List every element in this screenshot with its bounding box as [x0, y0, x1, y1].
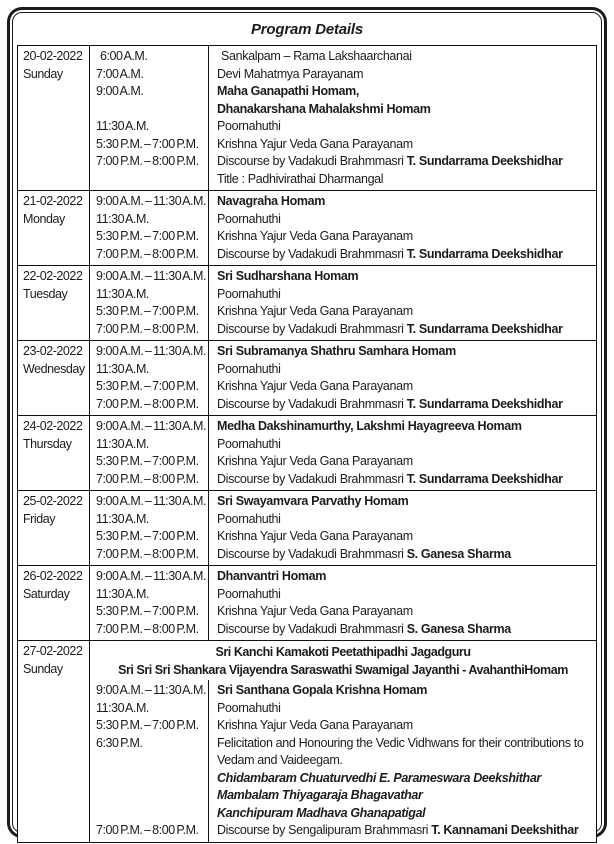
description-column [209, 341, 596, 415]
program-schedule-table [17, 45, 597, 843]
description-text: Krishna Yajur Veda Gana Parayanam [217, 454, 413, 468]
description-text-regular: Discourse by Vadakudi Brahmmasri [217, 246, 407, 261]
time-text: 5:30 P.M. – 7:00 P.M. [96, 229, 199, 243]
description-text: Mambalam Thiyagaraja Bhagavathar [217, 788, 423, 802]
row-header [90, 641, 596, 680]
description-text: Krishna Yajur Veda Gana Parayanam [217, 529, 413, 543]
row-body [90, 680, 596, 842]
table-row [18, 565, 596, 640]
day-text: Wednesday [23, 361, 85, 376]
time-text: 7:00 P.M. – 8:00 P.M. [96, 546, 199, 561]
time-column [90, 266, 209, 340]
description-text: Medha Dakshinamurthy, Lakshmi Hayagreeva Homam [217, 419, 522, 433]
row-header-line: Sri Sri Sri Shankara Vijayendra Saraswathi Swamigal Jayanthi - AvahanthiHomam [118, 663, 568, 677]
time-text: 9:00 A.M. – 11:30 A.M. [96, 569, 207, 583]
time-text: 5:30 P.M. – 7:00 P.M. [96, 136, 199, 151]
time-column [90, 491, 209, 565]
description-column [209, 416, 596, 490]
description-text: Poornahuthi [217, 361, 281, 376]
row-body [90, 46, 596, 190]
page-title: Program Details [250, 21, 364, 38]
time-text: 9:00 A.M. – 11:30 A.M. [96, 683, 207, 697]
description-text [217, 321, 594, 339]
table-row [18, 265, 596, 340]
day-text: Sunday [23, 66, 63, 81]
description-text: Krishna Yajur Veda Gana Parayanam [217, 718, 413, 732]
description-text-regular: Discourse by Vadakudi Brahmmasri [217, 621, 407, 636]
description-text [217, 546, 594, 564]
description-text: Krishna Yajur Veda Gana Parayanam [217, 604, 413, 618]
description-column [209, 491, 596, 565]
description-text-bold: T. Sundarrama Deekshidhar [406, 471, 563, 486]
day-text: Thursday [23, 436, 72, 451]
table-row [18, 46, 596, 190]
date-text: 24-02-2022 [23, 419, 83, 433]
time-text: 11:30 A.M. [96, 586, 149, 601]
description-text: Poornahuthi [217, 119, 281, 133]
description-text: Sri Sudharshana Homam [217, 269, 359, 283]
time-column [90, 416, 209, 490]
description-text [217, 471, 594, 489]
date-cell [18, 416, 90, 490]
date-text: 23-02-2022 [23, 344, 83, 358]
description-text: Kanchipuram Madhava Ghanapatigal [217, 805, 426, 820]
description-text: Felicitation and Honouring the Vedic Vidhwans for their contributions to [217, 735, 584, 750]
time-text: 9:00 A.M. [96, 84, 144, 98]
description-text [217, 822, 594, 840]
date-text: 25-02-2022 [23, 494, 83, 508]
time-text: 11:30 A.M. [96, 700, 149, 715]
time-text [96, 805, 208, 823]
time-column [90, 191, 209, 265]
date-cell [18, 641, 90, 842]
description-text [217, 153, 594, 171]
description-text-regular: Discourse by Vadakudi Brahmmasri [217, 471, 407, 486]
description-text-bold: T. Sundarrama Deekshidhar [406, 396, 563, 411]
time-text: 5:30 P.M. – 7:00 P.M. [96, 454, 199, 468]
time-text: 5:30 P.M. – 7:00 P.M. [96, 379, 199, 393]
date-text: 26-02-2022 [23, 569, 83, 583]
description-text: Krishna Yajur Veda Gana Parayanam [217, 229, 413, 243]
time-text: 5:30 P.M. – 7:00 P.M. [96, 529, 199, 543]
description-text: Maha Ganapathi Homam, [217, 84, 359, 98]
day-text: Sunday [23, 661, 63, 676]
table-row [18, 490, 596, 565]
time-text [96, 752, 208, 770]
time-text: 5:30 P.M. – 7:00 P.M. [96, 304, 199, 318]
description-text: Poornahuthi [217, 286, 281, 301]
time-text [96, 171, 208, 189]
description-text: Chidambaram Chuaturvedhi E. Parameswara Deekshithar [217, 770, 541, 785]
time-column [90, 341, 209, 415]
row-span-section [90, 641, 596, 842]
time-text: 7:00 P.M. – 8:00 P.M. [96, 823, 199, 837]
row-body [90, 341, 596, 415]
table-row [18, 340, 596, 415]
time-text [96, 101, 208, 119]
description-column [209, 46, 596, 190]
description-text: Sri Subramanya Shathru Samhara Homam [217, 344, 456, 358]
time-text: 9:00 A.M. – 11:30 A.M. [96, 194, 207, 208]
time-text: 9:00 A.M. – 11:30 A.M. [96, 494, 207, 508]
date-cell [18, 46, 90, 190]
time-text: 5:30 P.M. – 7:00 P.M. [96, 604, 199, 618]
time-text: 9:00 A.M. – 11:30 A.M. [96, 419, 207, 433]
time-text: 6:30 P.M. [96, 735, 143, 750]
date-text: 27-02-2022 [23, 644, 83, 658]
row-body [90, 191, 596, 265]
description-text: Dhanakarshana Mahalakshmi Homam [217, 101, 431, 116]
row-body [90, 416, 596, 490]
description-text-bold: T. Sundarrama Deekshidhar [406, 154, 563, 168]
time-text: 9:00 A.M. – 11:30 A.M. [96, 269, 207, 283]
day-text: Tuesday [23, 286, 68, 301]
description-text: Poornahuthi [217, 436, 281, 451]
description-text-regular: Discourse by Vadakudi Brahmmasri [217, 321, 407, 336]
time-text: 7:00 P.M. – 8:00 P.M. [96, 471, 199, 486]
description-text-bold: T. Kannamani Deekshithar [431, 823, 579, 837]
date-text: 20-02-2022 [23, 49, 83, 63]
description-text: Sankalpam – Rama Lakshaarchanai [221, 49, 412, 63]
time-column [90, 46, 209, 190]
time-text [96, 770, 208, 788]
description-text: Poornahuthi [217, 211, 281, 226]
date-cell [18, 491, 90, 565]
description-text-regular: Discourse by Vadakudi Brahmmasri [217, 396, 407, 411]
time-text: 7:00 P.M. – 8:00 P.M. [96, 321, 199, 336]
row-body [90, 491, 596, 565]
description-text: Krishna Yajur Veda Gana Parayanam [217, 379, 413, 393]
description-text: Navagraha Homam [217, 194, 325, 208]
row-body [90, 266, 596, 340]
date-text: 22-02-2022 [23, 269, 83, 283]
table-row [18, 190, 596, 265]
time-text: 11:30 A.M. [96, 286, 149, 301]
time-text: 11:30 A.M. [96, 436, 149, 451]
description-text: Sri Santhana Gopala Krishna Homam [217, 683, 428, 697]
description-text [217, 246, 594, 264]
description-text: Dhanvantri Homam [217, 569, 327, 583]
time-text: 7:00 P.M. – 8:00 P.M. [96, 246, 199, 261]
description-text: Poornahuthi [217, 511, 281, 526]
time-text: 11:30 A.M. [96, 119, 149, 133]
time-text: 11:30 A.M. [96, 361, 149, 376]
description-text: Poornahuthi [217, 700, 281, 715]
description-text-bold: T. Sundarrama Deekshidhar [406, 246, 563, 261]
description-text: Devi Mahatmya Parayanam [217, 66, 364, 81]
time-text: 7:00 P.M. – 8:00 P.M. [96, 396, 199, 411]
day-text: Monday [23, 211, 65, 226]
table-row [18, 415, 596, 490]
description-text-bold: T. Sundarrama Deekshidhar [406, 321, 563, 336]
description-text [217, 396, 594, 414]
time-text: 7:00 P.M. – 8:00 P.M. [96, 154, 199, 168]
row-body [90, 566, 596, 640]
date-cell [18, 341, 90, 415]
description-text-regular: Discourse by Sengalipuram Brahmmasri [217, 823, 432, 837]
row-header-line: Sri Kanchi Kamakoti Peetathipadhi Jagadguru [215, 645, 471, 659]
description-text-regular: Discourse by Vadakudi Brahmmasri [217, 546, 407, 561]
description-text: Krishna Yajur Veda Gana Parayanam [217, 136, 413, 151]
description-column [209, 680, 596, 842]
description-text: Krishna Yajur Veda Gana Parayanam [217, 304, 413, 318]
date-cell [18, 191, 90, 265]
description-column [209, 191, 596, 265]
date-cell [18, 266, 90, 340]
time-text: 11:30 A.M. [96, 511, 149, 526]
time-text: 9:00 A.M. – 11:30 A.M. [96, 344, 207, 358]
description-text: Poornahuthi [217, 586, 281, 601]
description-text [217, 621, 594, 639]
description-column [209, 566, 596, 640]
description-text: Sri Swayamvara Parvathy Homam [217, 494, 409, 508]
time-text: 7:00 P.M. – 8:00 P.M. [96, 621, 199, 636]
time-column [90, 566, 209, 640]
time-text: 7:00 A.M. [96, 66, 144, 81]
time-text: 5:30 P.M. – 7:00 P.M. [96, 718, 199, 732]
date-cell [18, 566, 90, 640]
description-column [209, 266, 596, 340]
description-text-regular: Discourse by Vadakudi Brahmmasri [217, 154, 407, 168]
day-text: Saturday [23, 586, 70, 601]
time-text: 11:30 A.M. [96, 211, 149, 226]
table-row [18, 640, 596, 842]
description-text: Vedam and Vaideegam. [217, 753, 343, 767]
description-text-bold: S. Ganesa Sharma [406, 546, 511, 561]
description-text: Title : Padhivirathai Dharmangal [217, 171, 384, 186]
description-text-bold: S. Ganesa Sharma [406, 621, 511, 636]
time-text: 6:00 A.M. [100, 49, 148, 63]
date-text: 21-02-2022 [23, 194, 83, 208]
time-text [96, 787, 208, 805]
time-column [90, 680, 209, 842]
day-text: Friday [23, 511, 56, 526]
